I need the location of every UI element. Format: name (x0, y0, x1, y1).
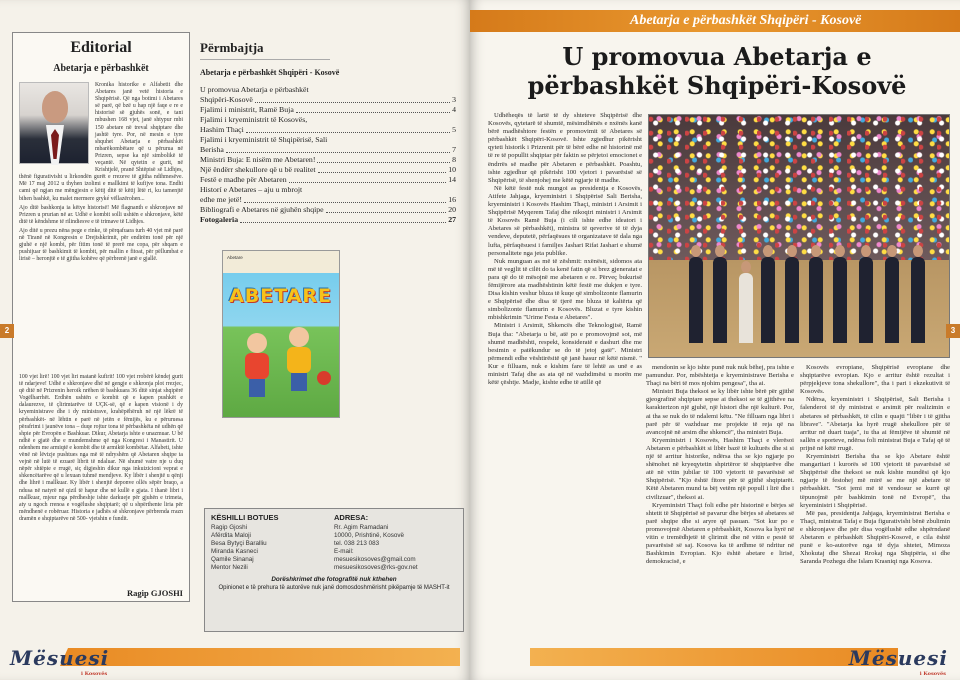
toc-entry-page: 3 (452, 95, 456, 104)
toc-entry[interactable] (200, 135, 456, 145)
toc-entry-title: Bibliografi e Abetares në gjuhën shqipe (200, 205, 324, 214)
article-title: U promovua Abetarja e përbashkët Shqipëri-Kosovë (527, 42, 907, 100)
toc-entry-page: 4 (452, 105, 456, 114)
article-paragraph: Në këtë festë nuk mungoi as presidentja e Kosovës, Atifete Jahjaga, kryeministri i Shqipërisë Sali Berisha, kryeministri i Kosovës Hashim Thaçi, ministri i Arsimit i Shqipërisë Myqerem Tafaj dhe nikoqiri ministri i Arsimit të Kosovës Ramë Buja (i cili ishte edhe ideatori i Abetares së përbashkët), ministra të qeverive të të dyja vendeve, deputetë, përfaqësues të organizatave të dala nga lufta, përfaqësuesi i familjes Jashari Rifat Jashari e shumë personalitete nga jeta publike. (488, 184, 642, 257)
right-page (470, 0, 960, 680)
toc-entry[interactable] (200, 85, 456, 95)
board-member: Afërdita Maloji (211, 532, 251, 539)
cover-title: ABETARE (229, 285, 332, 307)
logo-text: Mësuesi (10, 646, 110, 670)
cover-child-illustration (239, 333, 273, 397)
board-column (211, 513, 334, 572)
article-paragraph: Kryeministri Berisha tha se kjo Abetare është mangaritari i kurorës së 100 vjetorit të pavarësisë së Shqipërisë dhe theksoi se nuk kishte mundësi që kjo ngjarje të festohej më mirë se me një abetare të përbashkët. "Sot jemi më të vendosur se kurrë që tëpunojmë për bashkimin tonë në Evropë", tha kryeministri i Shqipërisë. (800, 453, 950, 509)
toc-leader-dots (244, 202, 446, 203)
article-column-1 (488, 112, 642, 632)
toc-leader-dots (318, 172, 447, 173)
toc-entry[interactable] (200, 205, 456, 215)
toc-entry[interactable] (200, 145, 456, 155)
toc-entry-title: U promovua Abetarja e përbashkët (200, 85, 309, 94)
board-heading: KËSHILLI BOTUES (211, 513, 279, 522)
opinion-disclaimer: Opinionet e të prehura të autorëve nuk janë domosdoshmërisht pikëpamje të MASHT-it (218, 585, 450, 591)
article-column-2 (646, 364, 794, 632)
cover-child-illustration (281, 327, 319, 397)
toc-entry[interactable] (200, 195, 456, 205)
article-paragraph: Udhëheqës të lartë të dy shteteve Shqipërisë dhe Kosovës, qytetarë të shumtë, mësimdhënës e nxënës kanë bërë madhështore festën e promovimit të Abetares së përbashkët Shqipëri-Kosovë. Ishte zgjedhur pikërisht qyteti historik i Prizrenit për të bërë edhe në historinë më të re të popullit shqiptar për faktin se përjetoi emocionet e ëndrrës së madhe për Abetaren e përbashkët. Poashtu, ishte zgjedhur që pikërisht 100 vjetori i pavarësisë së Shqipërisë, të shenjohej me këtë ngjarje të madhe. (488, 112, 642, 184)
toc-entry[interactable] (200, 105, 456, 115)
toc-entry-title: Fjalimi i kryeministrit të Shqipërisë, Sali (200, 135, 328, 144)
toc-leader-dots (255, 102, 450, 103)
editorial-heading: Editorial (70, 39, 132, 56)
board-member: Qamile Sinanaj (211, 556, 254, 563)
toc-entry[interactable] (200, 215, 456, 225)
toc-entry-page: 16 (448, 195, 456, 204)
table-of-contents (200, 40, 456, 225)
toc-entry-page: 10 (448, 165, 456, 174)
toc-entry-page: 14 (448, 175, 456, 184)
page-number: 2 (0, 324, 14, 338)
toc-leader-dots (246, 132, 450, 133)
toc-entry-page: 7 (452, 145, 456, 154)
toc-leader-dots (326, 212, 447, 213)
magazine-logo (848, 646, 948, 677)
toc-entry[interactable] (200, 175, 456, 185)
left-page (0, 0, 470, 680)
logo-subtext: i Kosovës (80, 671, 108, 677)
toc-leader-dots (226, 152, 450, 153)
article-paragraph: mendonin se kjo ishte punë nuk nuk bëhej, pra ishte e pamundur. Por, mbështetja e kryeministrave Berisha e Thaçi na bëri të mos njohim pengesa", tha ai. (646, 364, 794, 388)
editorial-paragraph: Ajo ditë u prezu nëna pege e rinke, të përqafuara turh 40 vjet më parë në Tiranë në Kongresin e Drejtshkrimit, për endirëm tonë për një gjuhë e një kombi, për fitim tonë të prerë me copa, për shqarn e pushijuar të bashkimit të kombit, për mallin e fitoat, për pëllumbat e lirisë – heronjtë e të gjitha kohëve që përbrenë janë e gjallë. (19, 227, 183, 263)
toc-entry[interactable] (200, 185, 456, 195)
email-link[interactable]: mesuesikosoves@gmail.com (334, 556, 416, 563)
article-column-3 (800, 364, 950, 632)
toc-entry-page: 20 (448, 205, 456, 214)
footer-bar (530, 648, 898, 666)
board-member: Miranda Kasneci (211, 548, 258, 555)
toc-list (200, 85, 456, 225)
board-member: Ragip Gjoshi (211, 524, 248, 531)
footer-bar (60, 648, 460, 666)
logo-text: Mësuesi (848, 646, 948, 670)
toc-heading: Përmbajtja (200, 40, 330, 60)
toc-entry-title: Një ëndërr shekullore që u bë realitet (200, 165, 316, 174)
toc-subheading: Abetarja e përbashkët Shqipëri - Kosovë (200, 68, 340, 77)
toc-entry[interactable] (200, 95, 456, 105)
article-paragraph: Ministri Buja theksoi se ky libër ishte bërë për gjithë gjeografinë shqiptare sepse ai theksoi se të gjithëve na karakterizon një gjuhë, një histori dhe një kulturë. Por, ai tha se nuk do të ndalemi këtu. "Ne filluam nga libri i parë për të vazhduar me projekte të reja që na avancojnë në arsim dhe shkencë", tha ministri Buja. (646, 388, 794, 436)
section-header: Abetarja e përbashkët Shqipëri - Kosovë (630, 13, 862, 28)
logo-subtext: i Kosovës (919, 671, 946, 677)
article-paragraph: Ndërsa, kryeministri i Shqipërisë, Sali Berisha i falenderoi të dy ministrat e arsimit për realizimin e abetares së përbashkët, të cilin e quajti "libër i të gjitha librave". "Abetarja ka hyrë rrugë shekullore për të arritur në duart tuaja", iu tha ai fëmijëve të shumtë në sallën e sporteve, ndërsa foli ministrat Buja e Tafaj që të prijnë në këtë rrugë. (800, 396, 950, 452)
section-header-bar (470, 10, 960, 32)
toc-entry[interactable] (200, 115, 456, 125)
toc-entry-title: Shqipëri-Kosovë (200, 95, 253, 104)
article-paragraph: Kosovës evropiane, Shqipërisë evropiane dhe shqiptarëve evropian. Kjo e arritur është rezultat i përpjekjeve tona shekullore", tha i pari i ekzekutivit të Kosovës. (800, 364, 950, 396)
toc-entry-title: edhe me jetë! (200, 195, 242, 204)
article-paragraph: Kryeministri Thaçi foli edhe për historinë e bërjes së shtetit të Shqipërisë së pavarur dhe bërjes së abetares së parë shqipe dhe si aryre që pasuan. "Sot kur po e promovojmë Abetaren e përbashkët, Kosova ka hyrë në vitin e tremëdhjetë të çlirimit dhe në vitin e pestë të pavarësisë së saj. Kosova ka të ardhme të ndritur në Bashkimin Evropian. Kjo është abetare e lirisë, demokracisë, e (646, 501, 794, 566)
page-number: 3 (946, 324, 960, 338)
article-paragraph: Nuk munguan as më të zëshmit: nxënësit, sidomos ata më të vegjlit të cilët do ta kenë fatin që si brez gjeneratat e para që do të mësojnë me abetaren e re. Përveç bukurisë fëmijërore ata madhështinin këtë festë me dukjen e tyre. Disa kishin veshur bluza të kuqe që simbolizonte flamurin e Shqipërisë dhe disa të tjerë me bluza të kaltërta që simbolizonte flamurin e Kosovës. Bluzat e tyre kishin mbishkrimin "Urime Festa e Abetares". (488, 257, 642, 322)
editorial-subtitle: Abetarja e përbashkët (53, 63, 149, 74)
toc-entry[interactable] (200, 155, 456, 165)
ceremony-photo (648, 114, 950, 358)
toc-entry[interactable] (200, 125, 456, 135)
toc-entry[interactable] (200, 165, 456, 175)
email-link[interactable]: mesuesikosoves@rks-gov.net (334, 564, 418, 571)
toc-leader-dots (317, 162, 450, 163)
toc-entry-title: Fjalimi i ministrit, Ramë Buja (200, 105, 294, 114)
address-line: 10000, Prishtinë, Kosovë (334, 532, 405, 539)
article-paragraph: Kryeministri i Kosovës, Hashim Thaçi e vlerësoi Abetaren e përbashkët si libër bazë të kulturës dhe si si një të arritur historike, ndërsa tha se kjo ngjarje po shënohet në kryeqytetin shpirtëror të shqiptarëve dhe atë në vitin jubilar të 100 vjetorit të pavarësisë së Shqipërisë. "Kjo është fitore për të gjithë shqiptarët. Këtë Abetaren mund ta bëj vetëm një popull i lirë dhe i civilizuar", theksoi ai. (646, 436, 794, 501)
abetare-book-cover (222, 250, 340, 418)
toc-leader-dots (296, 112, 450, 113)
article-paragraph: Më pas, presidentja Jahjaga, kryeministrat Berisha e Thaçi, ministrat Tafaj e Buja figurativisht bënë zbulimin e shkronjave dhe për disa vogëlushë edhe shpërndanë Abetaren e përbashkët Shqipëri-Kosovë, e cila është punë e ko-autorëve nga të dyja shtetet, Mimoza Xhokutaj dhe Shezai Rrokaj nga Shqipëria, si dhe Saranda Pozhegu dhe Islam Krasniqi nga Kosova. (800, 509, 950, 566)
address-heading: ADRESA: (334, 513, 369, 522)
toc-entry-title: Festë e madhe për Abetaren (200, 175, 287, 184)
board-member: Mentor Nezili (211, 564, 248, 571)
toc-entry-page: 5 (452, 125, 456, 134)
magazine-logo (10, 646, 110, 677)
address-line: Rr. Agim Ramadani (334, 524, 389, 531)
editorial-paragraph: Kronika historike e Alfabetit dhe Abetares janë vetë historia e Shqipërisë. Që nga botimi i Abetares së parë, që bzë u hap një faqe e re e historisë së gjuhës sonë, e tani mbushen 168 vjet, janë shtypur mbi 150 abetare në treval shqiptare dhe jashtë tyre. Por, në mesin e tyre shquhet Abetarja e përbashkët mbarëkombëtare që u përurua në Prizren, sepse ka një simbolikë të veçantë. Në qytetin e gurit, në Krishtjelë, pranë Shtëpisë së Lidhjes, thënë figurativisht u lirkondën gurët e rrezeve të gjitha ndihmesëve. Më 17 maj 2012 u thyhen izolimi e mallkimi të kufijve tona. Endhi cami që ngjan me mëngjesin e këtij ditë të këtij lëtë ri, ku tamenjtë bihen bashkë, ku malet mermere gryké vëllazërohen... (19, 82, 183, 202)
toc-entry-title: Berisha (200, 145, 224, 154)
toc-leader-dots (240, 222, 446, 223)
editorial-paragraph: Ajo ditë bashkonja ia këtye historisë! Më flagnanth e shkronjave në Prizren u prurian në ar. Udhë e kombit solli ushtën e shkronjave, këtë ditë të këndshme të rilindiesve e të trimave të Lidhjes. (19, 204, 183, 225)
author-photo (19, 82, 89, 164)
toc-entry-title: Hashim Thaçi (200, 125, 244, 134)
toc-entry-title: Fotogaleria (200, 215, 239, 224)
apple-icon (317, 371, 331, 385)
continuation-text: 100 vjet lirë! 100 vjet liri matanë kufirit! 100 vjet rrobërë këndej gurit të ndarjeve! Udhë e shkronjave dhë në gengje e shkronja plot rrezjec, që ditë në Prizrenin heroik nrëhen të bashkuara 36 ditë sinjat shqipërë Vogëlharrhët. Erdhën ushtën e kombit që e kapen pushkët e dalaurezve, të çlirimtarëve të UÇK-së, që e kapen visionë i dy kryeministrave dhe i dy ministrave, krahëpëhëruh në një lëkrë të përbashkët- në lëhtin e parë në jetën e fëmijës, ku e përuruesa përafrimi i jaunëve tona – duqe rojtur tona të përbashkëta në udhën që shpie për Evropën e Bashkuar. Dikur, Abetarja ishte e unazmuar. U bë ndhë e gjatë dhe e mundemshme që nga Kongresi i Manastirit. U ndenhem me armiqtë e kombit dhe të armiktë kombëtar. Alfabeti, ishte vënë në lëvizje pushtues nga më të ndryshëm që Abetaren shqipe ta vejnë në lutë të ezuarë librit të ndaluar. Në shumë vatre nje u duq nëpër shtëpie e rrugë, siç digjeshin dikur nga inkuizicioni veprat e shkencëtarëve që u lexuan tuhmë mendjeve. Ky libër i shenjtë u qënji dhe lihrë i mallkuar. Ky libër i shenjtë deponve ollës sëpër braqo, a ndusa në natyrë në qizil të hapur dhe në kullë e gjata. I thanë libri i mallkuar, mjeur nga përdheshje ishte darkueje për gjuhën e trimeta, aty u ngoch rrenoa e vogëlushe shqiptarë; që u shpërthente liria për mëndhenë e robëruar. Historia e jadhës së shkronjave përbrenda rrazn dramën e shqiptarëve në 500- vjetshin e fundit. (19, 374, 183, 522)
address-line: E-mail: (334, 548, 354, 555)
toc-entry-page: 27 (448, 215, 456, 224)
toc-entry-title: Ministri Buja: E nisëm me Abetaren! (200, 155, 316, 164)
toc-entry-title: Historí e Abetares – aju u mbrojt (200, 185, 303, 194)
article-paragraph: Ministri i Arsimit, Shkencës dhe Teknologjisë, Ramë Buja tha: "Abetarja u bë, atë po e promovojmë sot, më shumë madhështi, respekt, konsideratë e dashuri dhe me besimin e patëkundur se do të jetoj gatë". Ministri përmendi edhe vështirësitë që janë hasur në këtë nismë. " Kur e filluam, nuk e kishim fare të lehtë as unë e as ministri Tafaj dhe as ata që në vazhdimësi u morën me këtë çështje. Madje, kishte edhe të atillë që (488, 322, 642, 387)
editorial-board-box (204, 508, 464, 632)
editorial-continuation (12, 370, 190, 602)
board-member: Besa Bytyçi Baralliu (211, 540, 267, 547)
toc-entry-page: 8 (452, 155, 456, 164)
editorial-signature: Ragip GJOSHI (127, 588, 183, 598)
cover-band-text: Abetare (227, 255, 243, 260)
toc-leader-dots (289, 182, 447, 183)
address-column (334, 513, 457, 572)
address-line: tel. 038 213 083 (334, 540, 380, 547)
toc-entry-title: Fjalimi i kryeministrit të Kosovës, (200, 115, 308, 124)
manuscript-note: Dorëshkrimet dhe fotografitë nuk kthehen (271, 576, 397, 583)
